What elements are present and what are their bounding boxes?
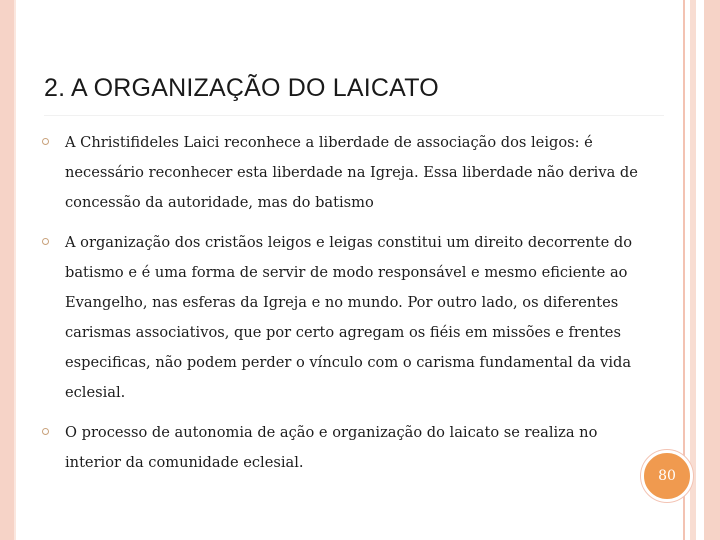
bullet-circle-icon (42, 428, 49, 435)
title-divider (44, 115, 664, 116)
bullet-item (42, 128, 642, 218)
bullet-item (42, 228, 642, 408)
bullet-text: A organização dos cristãos leigos e leigas constitui um direito decorrente do batismo e é uma forma de servir de modo responsável e mesmo eficiente ao Evangelho, nas esferas da Igreja e no mundo. Por outro lado, os diferentes carismas associativos, que por certo agregam os fiéis em missões e frentes especificas, não podem perder o vínculo com o carisma fundamental da vida eclesial. (65, 234, 633, 401)
page-number: 80 (658, 468, 676, 484)
left-decorative-border-inner (14, 0, 16, 540)
slide-title: 2. A ORGANIZAÇÃO DO LAICATO (44, 74, 439, 102)
bullet-circle-icon (42, 238, 49, 245)
bullet-list (42, 128, 642, 478)
bullet-item (42, 418, 642, 478)
left-decorative-border (0, 0, 14, 540)
right-decorative-stripe-2 (690, 0, 696, 540)
right-decorative-border (704, 0, 720, 540)
bullet-text: O processo de autonomia de ação e organização do laicato se realiza no interior da comunidade eclesial. (65, 424, 598, 471)
bullet-circle-icon (42, 138, 49, 145)
page-number-badge (641, 450, 693, 502)
bullet-text: A Christifideles Laici reconhece a liberdade de associação dos leigos: é necessário reconhecer esta liberdade na Igreja. Essa liberdade não deriva de concessão da autoridade, mas do batismo (65, 134, 638, 211)
